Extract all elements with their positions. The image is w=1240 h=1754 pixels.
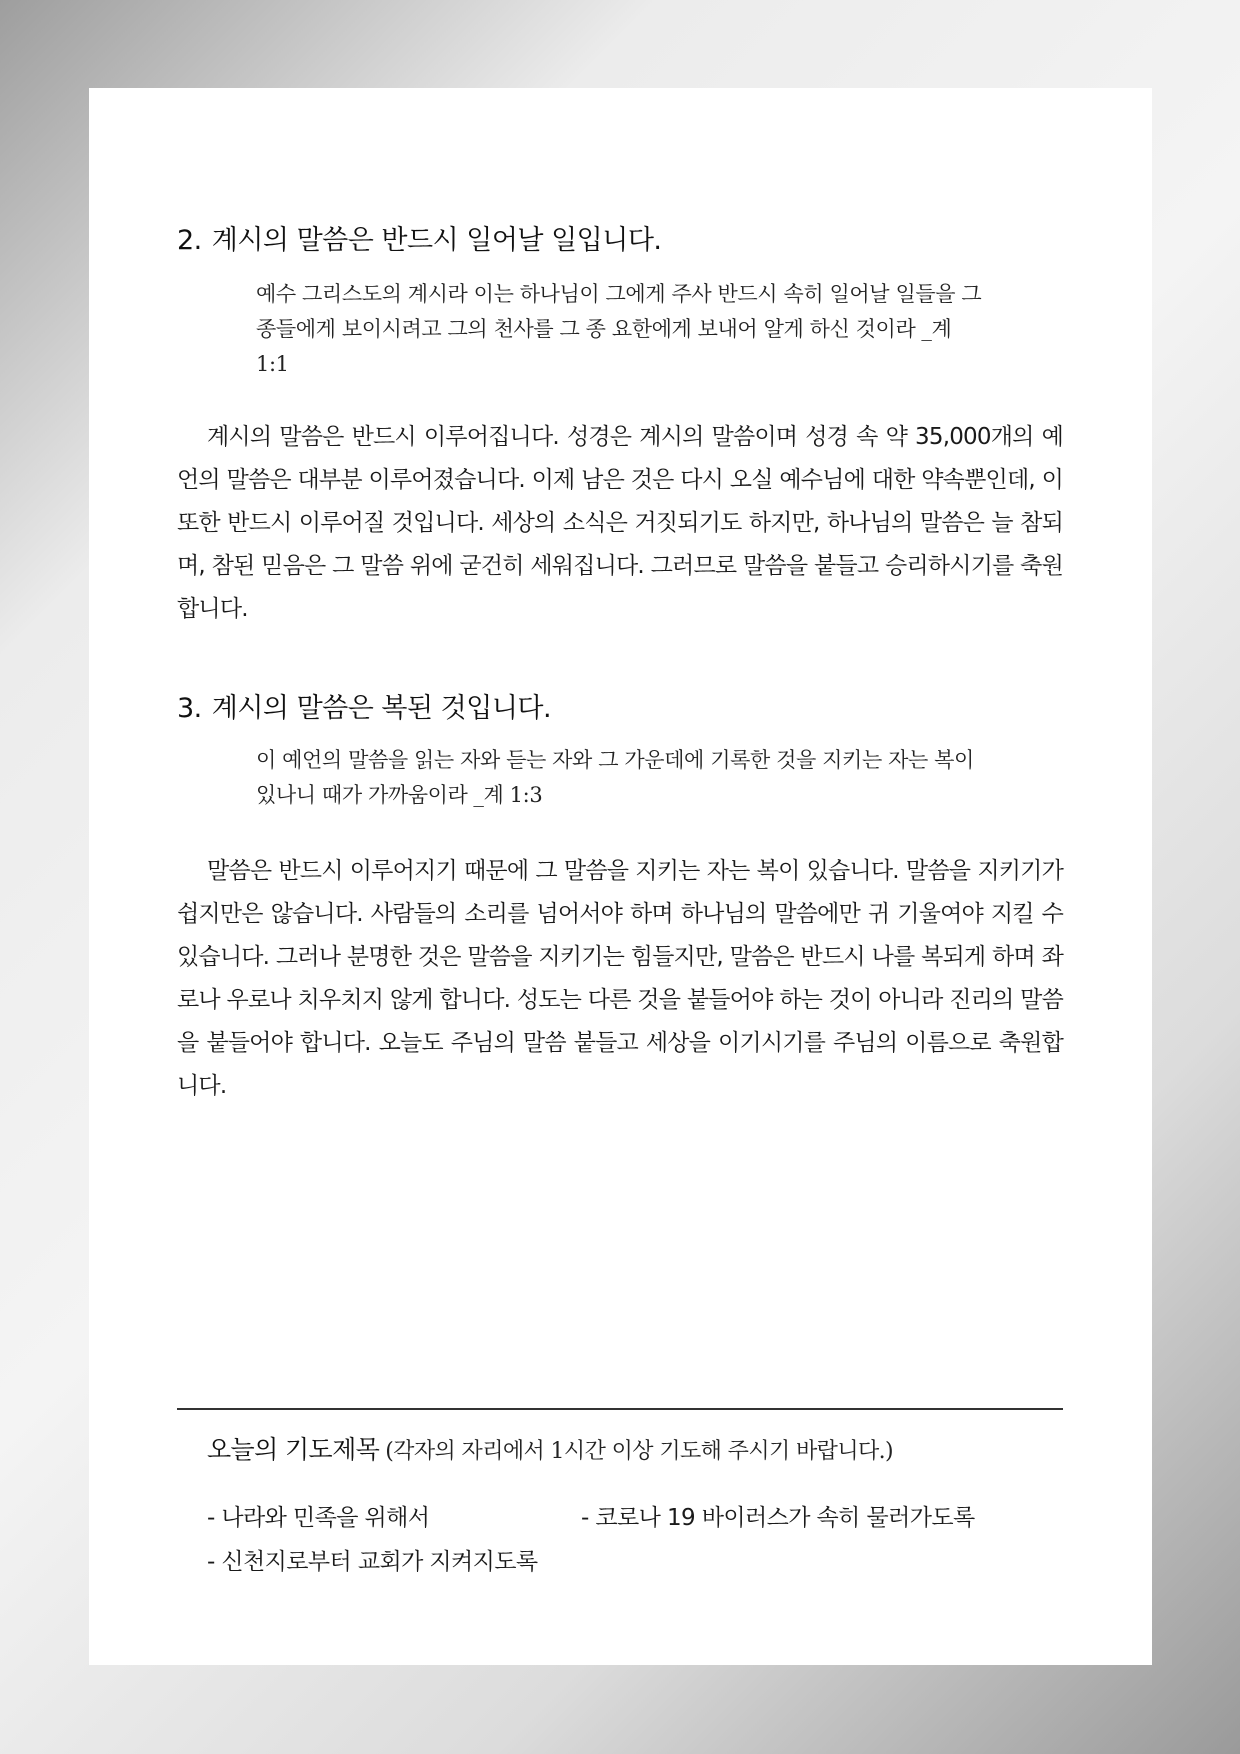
scripture-reference-3: _계 1:3 [473,783,543,807]
scripture-text-2: 예수 그리스도의 계시라 이는 하나님이 그에게 주사 반드시 속히 일어날 일들을 그 종들에게 보이시려고 그의 천사를 그 종 요한에게 보내어 알게 하신 것이라 [256,282,982,341]
section-heading-3 [177,686,551,725]
prayer-title: 오늘의 기도제목 [207,1435,380,1464]
prayer-topics [207,1430,1057,1575]
prayer-list [207,1500,1057,1580]
section-number-2: 2. [177,225,202,256]
prayer-header [207,1430,1057,1466]
prayer-item: - 신천지로부터 교회가 지켜지도록 [207,1549,538,1575]
document-page [89,88,1152,1665]
scripture-quote-2 [256,277,986,382]
divider-line [177,1408,1063,1410]
section-title-3: 계시의 말씀은 복된 것입니다. [211,693,552,724]
section-number-3: 3. [177,693,202,724]
scripture-reference-2: _계 1:1 [256,317,952,376]
scripture-quote-3 [256,743,986,813]
prayer-item: - 나라와 민족을 위해서 [207,1505,430,1531]
prayer-note: (각자의 자리에서 1시간 이상 기도해 주시기 바랍니다.) [385,1439,894,1464]
scripture-text-3: 이 예언의 말씀을 읽는 자와 듣는 자와 그 가운데에 기록한 것을 지키는 자는 복이 있나니 때가 가까움이라 [256,748,974,807]
section-heading-2 [177,218,662,257]
section-body-2: 계시의 말씀은 반드시 이루어집니다. 성경은 계시의 말씀이며 성경 속 약 35,000개의 예언의 말씀은 대부분 이루어졌습니다. 이제 남은 것은 다시 오실 예수님에 대한 약속뿐인데, 이또한 반드시 이루어질 것입니다. 세상의 소식은 거짓되기도 하지만, 하나님의 말씀은 늘 참되며, 참된 믿음은 그 말씀 위에 굳건히 세워집니다. 그러므로 말씀을 붙들고 승리하시기를 축원합니다. [177,424,1063,622]
section-title-2: 계시의 말씀은 반드시 일어날 일입니다. [211,225,662,256]
prayer-item: - 코로나 19 바이러스가 속히 물러가도록 [581,1505,975,1531]
section-body-3: 말씀은 반드시 이루어지기 때문에 그 말씀을 지키는 자는 복이 있습니다. 말씀을 지키기가 쉽지만은 않습니다. 사람들의 소리를 넘어서야 하며 하나님의 말씀에만 귀 기울여야 지킬 수 있습니다. 그러나 분명한 것은 말씀을 지키기는 힘들지만, 말씀은 반드시 나를 복되게 하며 좌로나 우로나 치우치지 않게 합니다. 성도는 다른 것을 붙들어야 하는 것이 아니라 진리의 말씀을 붙들어야 합니다. 오늘도 주님의 말씀 붙들고 세상을 이기시기를 주님의 이름으로 축원합니다. [177,858,1063,1099]
